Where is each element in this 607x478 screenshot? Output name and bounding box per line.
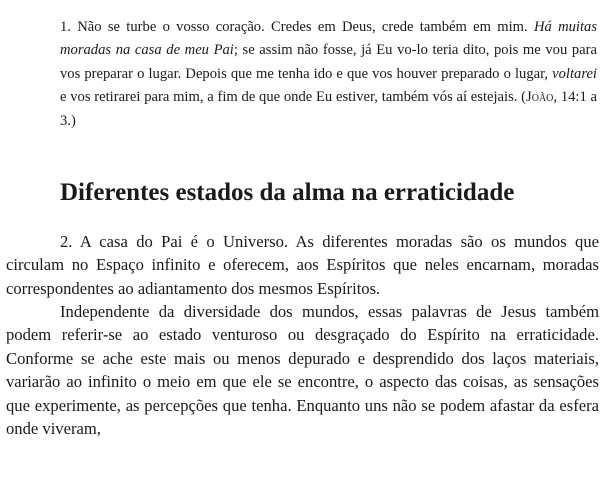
quote-text-a: Não se turbe o vosso coração. Credes em Deus, crede também em mim. (70, 19, 534, 35)
quote-reference-book: João (526, 89, 554, 106)
quote-italic-b: voltarei (552, 65, 597, 82)
scripture-quote (60, 16, 597, 133)
quote-text-c: e vos retirarei para mim, a fim de que onde Eu estiver, também vós aí estejais. ( (60, 89, 527, 106)
paragraph-2: Independente da diversidade dos mundos, essas palavras de Jesus também podem referir-se ao estado venturoso ou desgraçado do Espírito na erraticidade. Conforme se ache este mais ou menos depurado e desprendido dos laços materiais, variarão ao infinito o meio em que ele se encontre, o aspecto das coisas, as sensações que experimente, as percepções que tenha. Enquanto uns não se podem afastar da esfera onde viveram, (6, 302, 599, 439)
quote-reference-rest: , 14:1 a 3.) (60, 89, 598, 129)
quote-text-b: ; se assim não fosse, já Eu vo-lo teria dito, pois me vou para vos preparar o lugar. Depois que me tenha ido e que vos houver preparado o lugar, (60, 42, 597, 82)
paragraph-1: 2. A casa do Pai é o Universo. As diferentes moradas são os mundos que circulam no Espaço infinito e oferecem, aos Espíritos que neles encarnam, moradas correspondentes ao adiantamento dos mesmos Espíritos. (6, 232, 599, 298)
section-heading: Diferentes estados da alma na erraticidade (60, 179, 515, 206)
quote-italic-a: Há muitas moradas na casa de meu Pai (60, 19, 598, 59)
quote-number: 1. (60, 19, 71, 35)
